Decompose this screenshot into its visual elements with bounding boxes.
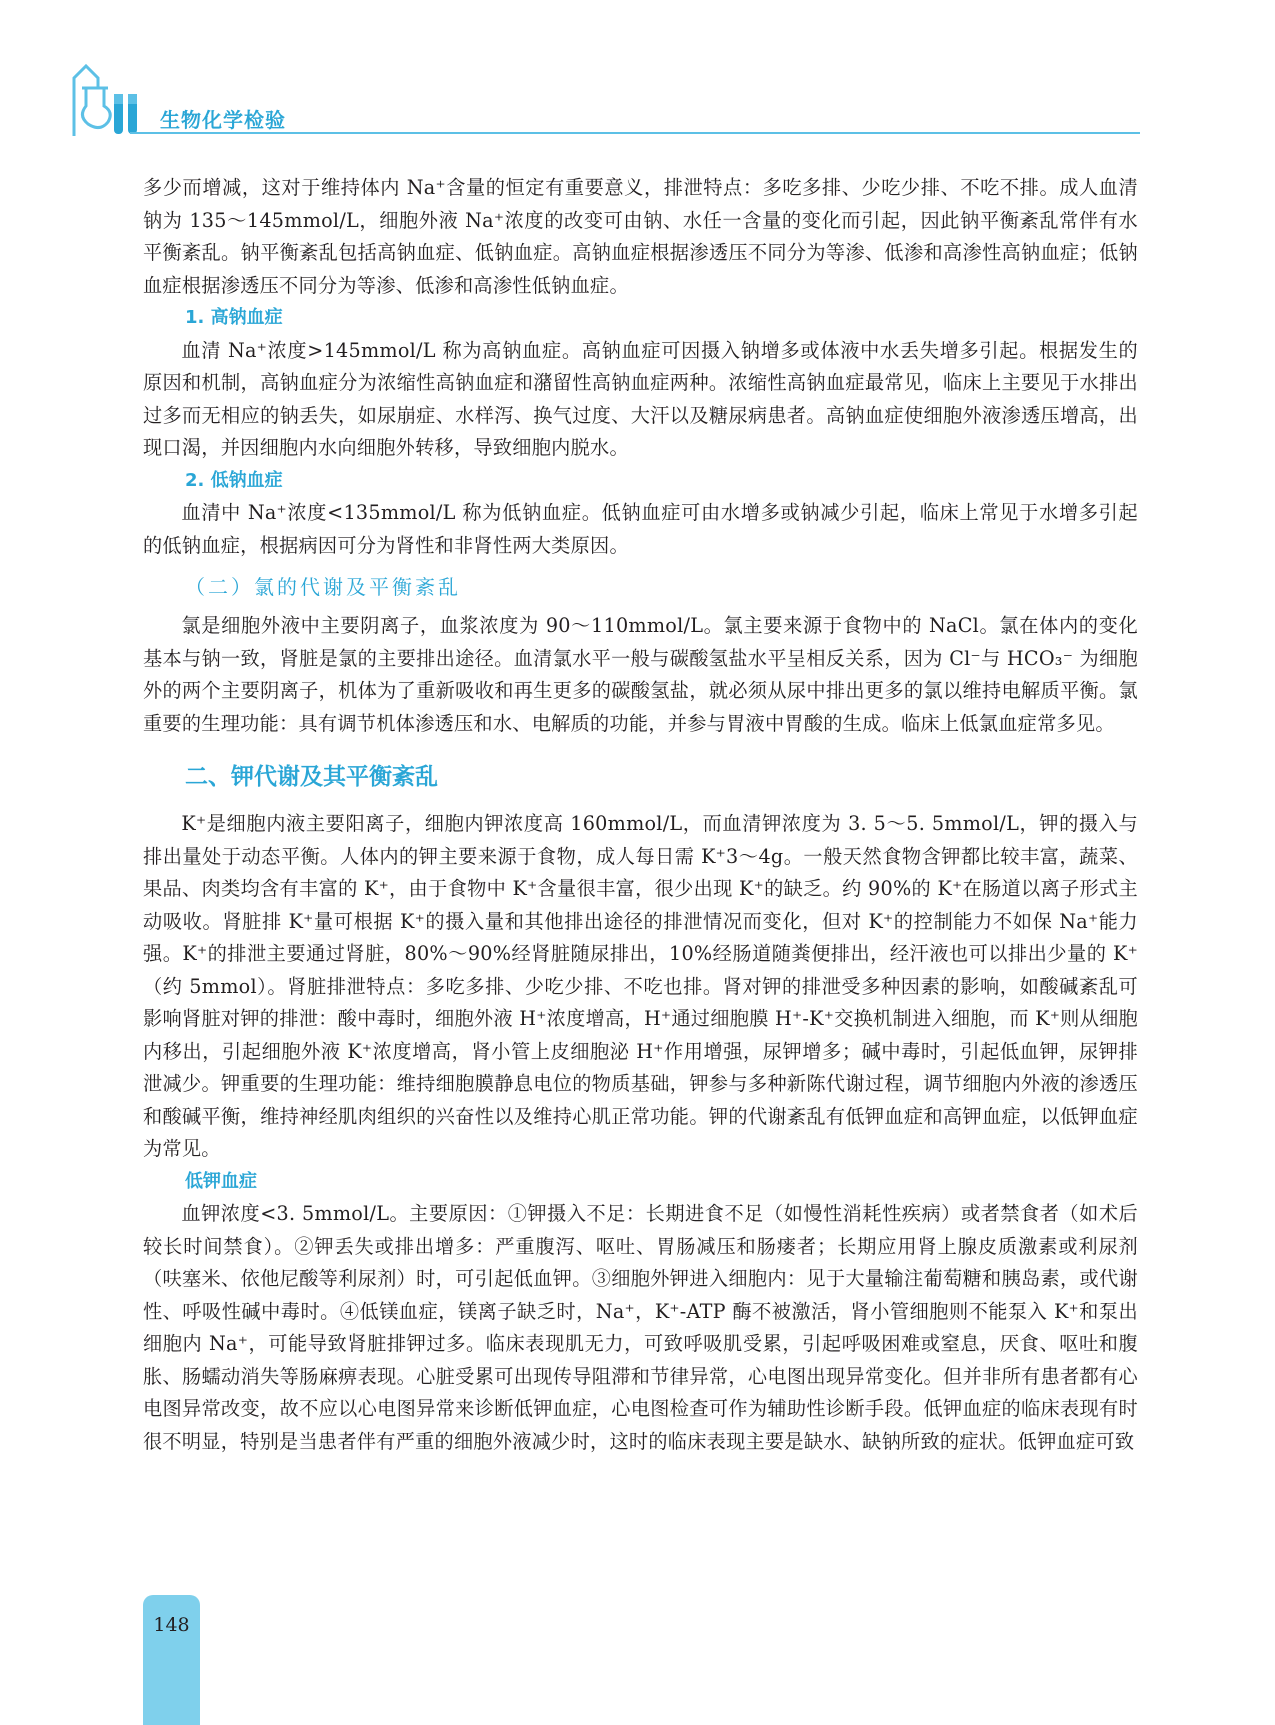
paragraph: 血清 Na⁺浓度>145mmol/L 称为高钠血症。高钠血症可因摄入钠增多或体液中水丢失增多引起。根据发生的原因和机制，高钠血症分为浓缩性高钠血症和潴留性高钠血症两种。浓缩性高钠血症最常见，临床上主要见于水排出过多而无相应的钠丢失，如尿崩症、水样泻、换气过度、大汗以及糖尿病患者。高钠血症使细胞外液渗透压增高，出现口渴，并因细胞内水向细胞外转移，导致细胞内脱水。 (143, 338, 1138, 459)
section-heading-potassium: 二、钾代谢及其平衡紊乱 (185, 764, 438, 790)
page-number: 148 (153, 1614, 190, 1636)
paragraph: 多少而增减，这对于维持体内 Na⁺含量的恒定有重要意义，排泄特点：多吃多排、少吃少排、不吃不排。成人血清钠为 135～145mmol/L，细胞外液 Na⁺浓度的改变可由钠、水任一含量的变化而引起，因此钠平衡紊乱常伴有水平衡紊乱。钠平衡紊乱包括高钠血症、低钠血症。高钠血症根据渗透压不同分为等渗、低渗和高渗性高钠血症；低钠血症根据渗透压不同分为等渗、低渗和高渗性低钠血症。 (143, 176, 1138, 297)
paragraph: K⁺是细胞内液主要阳离子，细胞内钾浓度高 160mmol/L，而血清钾浓度为 3. 5～5. 5mmol/L，钾的摄入与排出量处于动态平衡。人体内的钾主要来源于食物，成人每日需 K⁺3～4g。一般天然食物含钾都比较丰富，蔬菜、果品、肉类均含有丰富的 K⁺，由于食物中 K⁺含量很丰富，很少出现 K⁺的缺乏。约 90%的 K⁺在肠道以离子形式主动吸收。肾脏排 K⁺量可根据 K⁺的摄入量和其他排出途径的排泄情况而变化，但对 K⁺的控制能力不如保 Na⁺能力强。K⁺的排泄主要通过肾脏，80%～90%经肾脏随尿排出，10%经肠道随粪便排出，经汗液也可以排出少量的 K⁺（约 5mmol）。肾脏排泄特点：多吃多排、少吃少排、不吃也排。肾对钾的排泄受多种因素的影响，如酸碱紊乱可影响肾脏对钾的排泄：酸中毒时，细胞外液 H⁺浓度增高，H⁺通过细胞膜 H⁺-K⁺交换机制进入细胞，而 K⁺则从细胞内移出，引起细胞外液 K⁺浓度增高，肾小管上皮细胞泌 H⁺作用增强，尿钾增多；碱中毒时，引起低血钾，尿钾排泄减少。钾重要的生理功能：维持细胞膜静息电位的物质基础，钾参与多种新陈代谢过程，调节细胞内外液的渗透压和酸碱平衡，维持神经肌肉组织的兴奋性以及维持心肌正常功能。钾的代谢紊乱有低钾血症和高钾血症，以低钾血症为常见。 (143, 812, 1138, 1160)
paragraph: 血清中 Na⁺浓度<135mmol/L 称为低钠血症。低钠血症可由水增多或钠减少引起，临床上常见于水增多引起的低钠血症，根据病因可分为肾性和非肾性两大类原因。 (143, 501, 1138, 557)
running-header-title: 生物化学检验 (160, 108, 286, 132)
paragraph: 血钾浓度<3. 5mmol/L。主要原因：①钾摄入不足：长期进食不足（如慢性消耗性疾病）或者禁食者（如术后较长时间禁食）。②钾丢失或排出增多：严重腹泻、呕吐、胃肠减压和肠瘘者；长期应用肾上腺皮质激素或利尿剂（呋塞米、依他尼酸等利尿剂）时，可引起低血钾。③细胞外钾进入细胞内：见于大量输注葡萄糖和胰岛素，或代谢性、呼吸性碱中毒时。④低镁血症，镁离子缺乏时，Na⁺，K⁺-ATP 酶不被激活，肾小管细胞则不能泵入 K⁺和泵出细胞内 Na⁺，可能导致肾脏排钾过多。临床表现肌无力，可致呼吸肌受累，引起呼吸困难或窒息，厌食、呕吐和腹胀、肠蠕动消失等肠麻痹表现。心脏受累可出现传导阻滞和节律异常，心电图出现异常变化。但并非所有患者都有心电图异常改变，故不应以心电图异常来诊断低钾血症，心电图检查可作为辅助性诊断手段。低钾血症的临床表现有时很不明显，特别是当患者伴有严重的细胞外液减少时，这时的临床表现主要是缺水、缺钠所致的症状。低钾血症可致 (143, 1202, 1138, 1453)
subheading-hypokalemia: 低钾血症 (185, 1170, 257, 1192)
page-body (143, 172, 1138, 1458)
subheading-hypernatremia: 1. 高钠血症 (185, 307, 283, 328)
subheading-hyponatremia: 2. 低钠血症 (185, 469, 283, 491)
header-divider (130, 132, 1140, 134)
section-heading-chloride: （二）氯的代谢及平衡紊乱 (185, 575, 461, 599)
paragraph: 氯是细胞外液中主要阴离子，血浆浓度为 90～110mmol/L。氯主要来源于食物中的 NaCl。氯在体内的变化基本与钠一致，肾脏是氯的主要排出途径。血清氯水平一般与碳酸氢盐水平呈相反关系，因为 Cl⁻与 HCO₃⁻ 为细胞外的两个主要阴离子，机体为了重新吸收和再生更多的碳酸氢盐，就必须从尿中排出更多的氯以维持电解质平衡。氯重要的生理功能：具有调节机体渗透压和水、电解质的功能，并参与胃液中胃酸的生成。临床上低氯血症常多见。 (143, 614, 1138, 735)
lab-flask-icon (66, 58, 146, 138)
